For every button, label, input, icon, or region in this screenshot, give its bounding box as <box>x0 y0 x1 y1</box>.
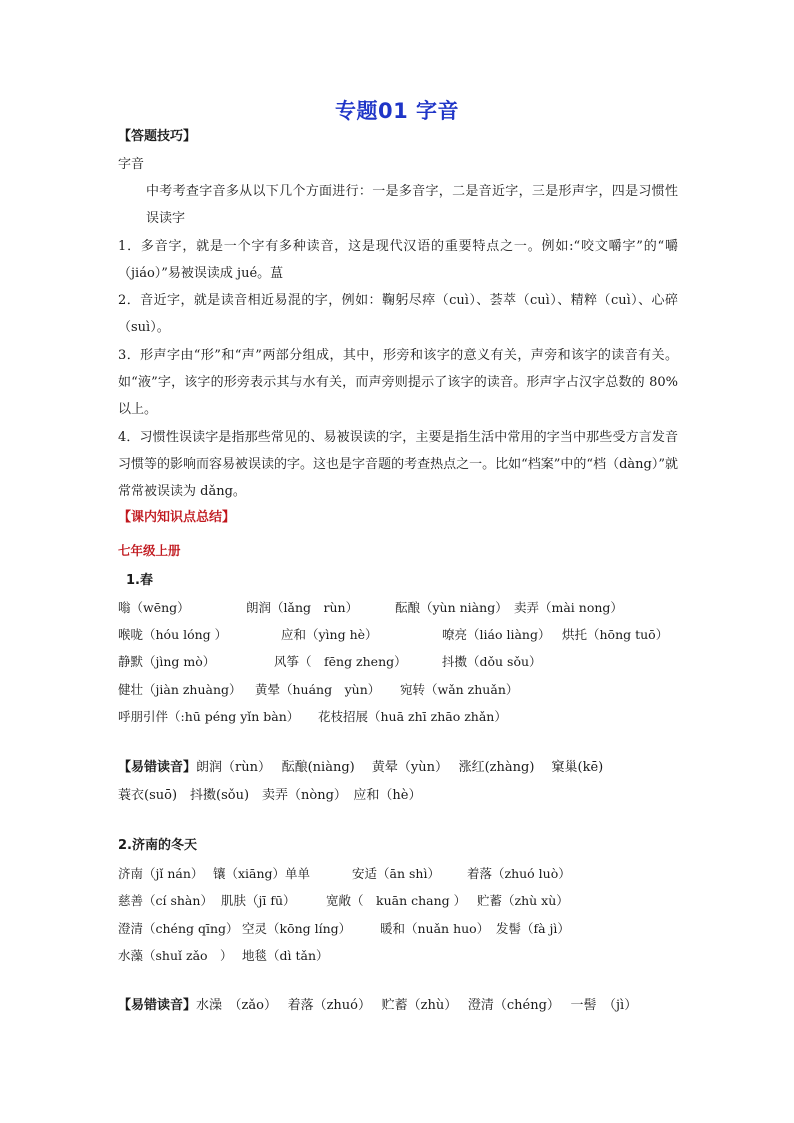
section-label-zi-yin: 字音 <box>118 157 145 172</box>
vocab-item: 着落（zhuó luò） <box>467 866 571 881</box>
vocab-item: 呼朋引伴（:hū péng yǐn bàn） <box>118 709 300 724</box>
vocab-item: 水藻（shuǐ zǎo ） <box>118 948 233 963</box>
point-similar-sound: 2．音近字，就是读音相近易混的字，例如：鞠躬尽瘁（cuì）、荟萃（cuì）、精粹（cuì）、心碎（suì）。 <box>118 293 678 336</box>
vocab-item: 安适（ān shì） <box>352 866 440 881</box>
vocab-item: 抖擞（dǒu sǒu） <box>442 654 542 669</box>
mistake-line <box>118 759 603 777</box>
vocab-item: 健壮（jiàn zhuàng） <box>118 682 242 697</box>
intro-paragraph: 中考考查字音多从以下几个方面进行：一是多音字，二是音近字，三是形声字，四是习惯性误读字 <box>146 184 678 227</box>
vocab-item: 花枝招展（huā zhī zhāo zhǎn） <box>318 709 507 724</box>
mistake-line <box>118 997 637 1015</box>
vocab-item: 黄晕（huáng yùn） <box>255 682 381 697</box>
vocab-item: 澄清（chéng qīng） <box>118 921 239 936</box>
vocab-item: 空灵（kōng líng） <box>242 921 352 936</box>
vocab-item: 肌肤（jī fū） <box>221 893 296 908</box>
page-title: 专题01 字音 <box>334 99 460 123</box>
point-phono-semantic: 3．形声字由“形”和“声”两部分组成，其中，形旁和该字的意义有关，声旁和该字的读音有关。如“液”字，该字的形旁表示其与水有关，而声旁则提示了该字的读音。形声字占汉字总数的 80%以上。 <box>118 347 678 418</box>
lesson-title: 2.济南的冬天 <box>118 838 197 853</box>
vocab-item: 卖弄（mài nong） <box>514 600 623 615</box>
summary-heading: 【课内知识点总结】 <box>118 510 236 525</box>
vocab-item: 嘹亮（liáo liàng） <box>442 627 551 642</box>
vocab-item: 发髻（fà jì） <box>496 921 570 936</box>
mistake-label: 【易错读音】 <box>118 760 197 775</box>
mistake-words: 水澡 （zǎo） 着落（zhuó） 贮蓄（zhù） 澄清（chéng） 一髻 （jì） <box>196 998 638 1013</box>
vocab-item: 喉咙（hóu lóng ） <box>118 627 228 642</box>
mistake-words: 蓑衣(suō) 抖擞(sǒu) 卖弄（nòng） 应和（hè） <box>118 788 422 803</box>
vocab-item: 贮蓄（zhù xù） <box>477 893 569 908</box>
vocab-item: 静默（jìng mò） <box>118 654 216 669</box>
vocab-item: 应和（yìng hè） <box>281 627 378 642</box>
vocab-item: 地毯（dì tǎn） <box>242 948 329 963</box>
vocab-item: 嗡（wēng） <box>118 600 190 615</box>
vocab-item: 朗润（lǎng rùn） <box>246 600 359 615</box>
vocab-item: 镶（xiāng）单单 <box>213 866 311 881</box>
point-habitual-misreading: 4．习惯性误读字是指那些常见的、易被误读的字，主要是指生活中常用的字当中那些受方言发音习惯等的影响而容易被误读的字。这也是字音题的考查热点之一。比如“档案”中的“档（dàng）”就常常被误读为 dǎng。 <box>118 429 678 500</box>
vocab-item: 宛转（wǎn zhuǎn） <box>400 682 519 697</box>
vocab-item: 烘托（hōng tuō） <box>562 627 669 642</box>
tips-heading: 【答题技巧】 <box>118 129 197 144</box>
lesson-title: 1.春 <box>126 573 153 588</box>
vocab-item: 济南（jǐ nán） <box>118 866 204 881</box>
tips-paragraphs <box>118 178 678 506</box>
vocab-item: 风筝（ fēng zheng） <box>274 654 407 669</box>
vocab-item: 暖和（nuǎn huo） <box>380 921 490 936</box>
vocab-item: 宽敞（ kuān chang ） <box>326 893 467 908</box>
point-polyphonic: 1．多音字，就是一个字有多种读音，这是现代汉语的重要特点之一。例如:“咬文嚼字”的“嚼（jiáo）”易被误读成 jué。蒀 <box>118 238 678 281</box>
vocab-item: 慈善（cí shàn） <box>118 893 213 908</box>
mistake-label: 【易错读音】 <box>118 998 197 1013</box>
grade-heading: 七年级上册 <box>118 543 181 558</box>
mistake-words: 朗润（rùn） 酝酿(niàng) 黄晕（yùn） 涨红(zhàng) 窠巢(kē) <box>196 760 604 775</box>
vocab-item: 酝酿（yùn niàng） <box>395 600 508 615</box>
